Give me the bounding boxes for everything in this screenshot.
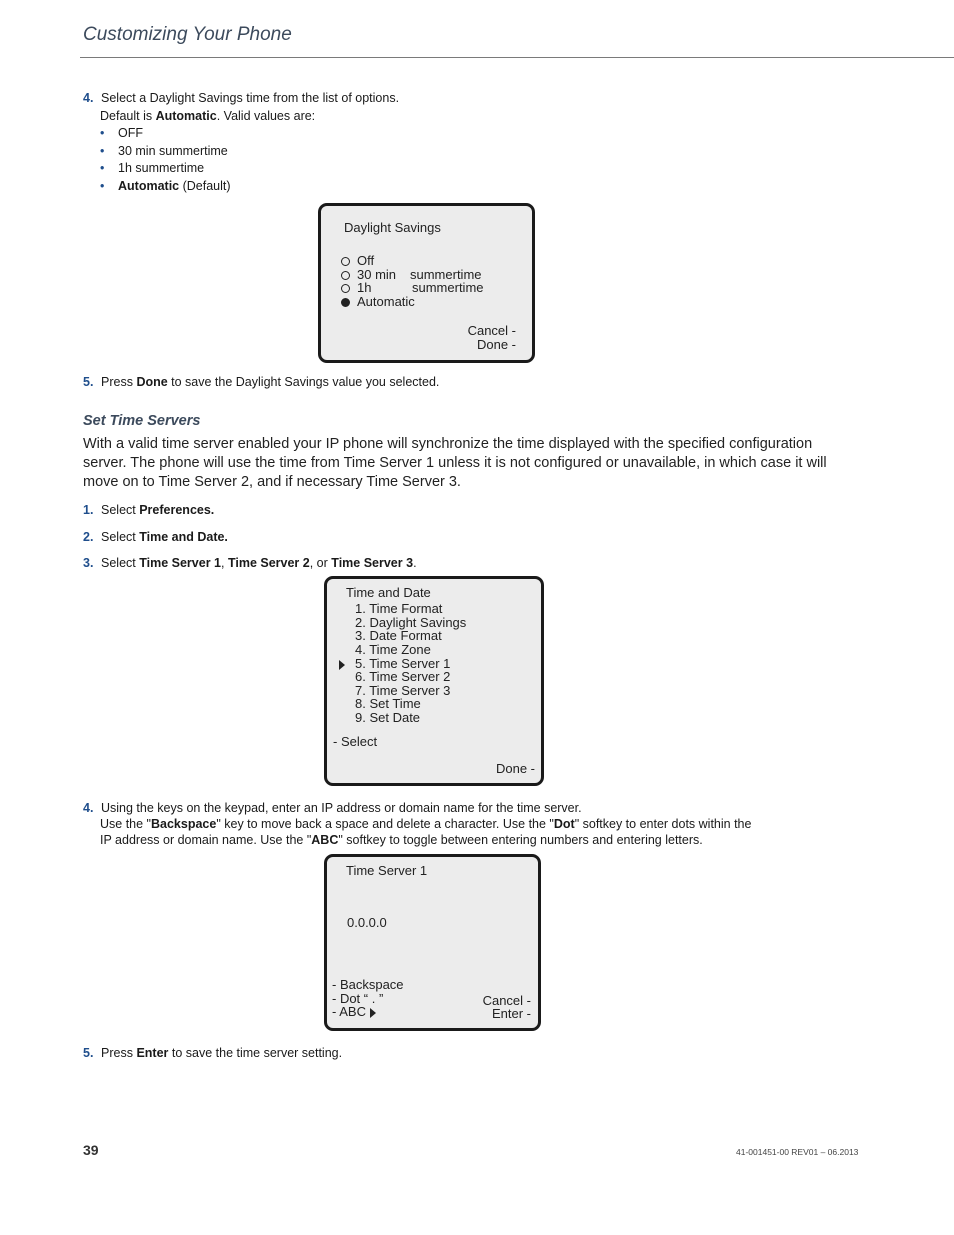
- softkey-cancel[interactable]: Cancel -: [482, 993, 531, 1008]
- step-1: [83, 502, 214, 520]
- step-number: 4.: [83, 801, 94, 815]
- key-name: ABC: [311, 832, 339, 847]
- option-30min-suffix: summertime: [410, 267, 482, 282]
- option-item-default: Automatic: [118, 178, 180, 193]
- step-text: Press: [101, 1046, 137, 1060]
- option-automatic: Automatic: [357, 294, 415, 309]
- step-number: 4.: [83, 91, 94, 105]
- bullet-icon: •: [100, 143, 105, 158]
- menu-item-selected[interactable]: 5. Time Server 1: [355, 656, 451, 671]
- softkey-select[interactable]: - Select: [333, 734, 378, 749]
- valid-values-label: . Valid values are:: [216, 108, 316, 123]
- time-server-value-field[interactable]: 0.0.0.0: [347, 915, 387, 930]
- menu-item[interactable]: 8. Set Time: [355, 696, 421, 711]
- phone-screen-daylight-savings: [318, 203, 535, 363]
- page-number: 39: [83, 1142, 99, 1158]
- step-4-enter-address: [83, 800, 751, 848]
- step-key: Time and Date.: [139, 530, 228, 544]
- option-30min: 30 min: [357, 267, 397, 282]
- radio-1h-icon[interactable]: [341, 284, 350, 293]
- softkey-enter[interactable]: Enter -: [491, 1006, 531, 1021]
- step-text: Select: [101, 530, 140, 544]
- separator: , or: [309, 556, 332, 570]
- step-key: Enter: [136, 1046, 169, 1060]
- header-divider: [80, 57, 954, 58]
- step-text: Using the keys on the keypad, enter an IP address or domain name for the time server.: [101, 801, 582, 815]
- section-heading: Set Time Servers: [83, 413, 201, 429]
- menu-item[interactable]: 4. Time Zone: [355, 642, 431, 657]
- radio-30min-icon[interactable]: [341, 271, 350, 280]
- phone-screen-time-server-1: [324, 854, 541, 1031]
- step-key: Time Server 1: [139, 556, 221, 570]
- step-number: 2.: [83, 530, 94, 544]
- step-2: [83, 529, 228, 547]
- option-item: 1h summertime: [118, 161, 205, 175]
- menu-item[interactable]: 9. Set Date: [355, 710, 421, 725]
- menu-item[interactable]: 7. Time Server 3: [355, 683, 451, 698]
- screen-title: Time and Date: [346, 585, 431, 600]
- step-text-rest: to save the Daylight Savings value you selected.: [167, 375, 440, 389]
- step-key: Time Server 2: [227, 556, 310, 570]
- instruction-text: " softkey to enter dots within the: [574, 817, 752, 831]
- step-text-rest: to save the time server setting.: [168, 1046, 343, 1060]
- step-key: Preferences.: [139, 503, 215, 517]
- menu-item[interactable]: 6. Time Server 2: [355, 669, 451, 684]
- step-key: Done: [136, 375, 168, 389]
- step-3: [83, 555, 417, 573]
- step-text: Press: [101, 375, 137, 389]
- step-number: 5.: [83, 1046, 94, 1060]
- screen-title: Time Server 1: [346, 863, 428, 878]
- step-number: 1.: [83, 503, 94, 517]
- step-text: Select: [101, 503, 140, 517]
- softkey-abc[interactable]: - ABC: [332, 1004, 366, 1019]
- instruction-text: Use the ": [100, 817, 151, 831]
- abc-arrow-icon: [370, 1008, 376, 1018]
- bullet-icon: •: [100, 126, 105, 140]
- document-id: 41-001451-00 REV01 – 06.2013: [736, 1147, 859, 1157]
- step-text: Select a Daylight Savings time from the list of options.: [101, 91, 400, 105]
- menu-item[interactable]: 3. Date Format: [355, 628, 442, 643]
- section-paragraph: With a valid time server enabled your IP phone will synchronize the time displayed with the specified configuration server. The phone will use the time from Time Server 1 unless it is not configured or unavailable, in which case it will move on to Time Server 2, and if necessary Time Server 3.: [83, 436, 827, 490]
- option-1h-suffix: summertime: [412, 280, 484, 295]
- page-header-title: Customizing Your Phone: [83, 24, 292, 45]
- menu-item[interactable]: 1. Time Format: [355, 601, 443, 616]
- softkey-done[interactable]: Done -: [476, 337, 516, 352]
- radio-off-icon[interactable]: [341, 257, 350, 266]
- option-off: Off: [357, 253, 375, 268]
- option-item: OFF: [118, 126, 143, 140]
- softkey-dot[interactable]: - Dot “ . ”: [332, 991, 384, 1006]
- radio-automatic-selected-icon[interactable]: [341, 298, 350, 307]
- step-number: 3.: [83, 556, 94, 570]
- separator: ,: [221, 556, 228, 570]
- instruction-text: IP address or domain name. Use the ": [100, 832, 312, 847]
- step-5-enter: [83, 1045, 342, 1063]
- bullet-icon: •: [100, 161, 105, 175]
- key-name: Dot: [553, 817, 575, 831]
- softkey-done[interactable]: Done -: [495, 761, 535, 776]
- step-number: 5.: [83, 375, 94, 389]
- option-item: 30 min summertime: [118, 143, 228, 158]
- separator: .: [413, 556, 417, 570]
- softkey-cancel[interactable]: Cancel -: [467, 323, 516, 338]
- key-name: Backspace: [151, 817, 217, 831]
- default-label: Default is: [100, 108, 156, 123]
- screen-title: Daylight Savings: [344, 220, 441, 235]
- step-5-done: [83, 374, 439, 392]
- option-default-note: (Default): [179, 178, 231, 193]
- softkey-backspace[interactable]: - Backspace: [332, 977, 404, 992]
- bullet-icon: •: [100, 178, 105, 193]
- step-4-daylight: [83, 90, 399, 195]
- selection-arrow-icon: [339, 660, 345, 670]
- step-key: Time Server 3: [331, 556, 414, 570]
- default-value: Automatic: [155, 108, 217, 123]
- option-1h: 1h: [357, 280, 372, 295]
- step-text: Select: [101, 556, 140, 570]
- menu-item[interactable]: 2. Daylight Savings: [355, 615, 467, 630]
- instruction-text: " softkey to toggle between entering numbers and entering letters.: [338, 832, 703, 847]
- phone-screen-time-and-date: [324, 576, 544, 786]
- instruction-text: " key to move back a space and delete a character. Use the ": [216, 817, 554, 831]
